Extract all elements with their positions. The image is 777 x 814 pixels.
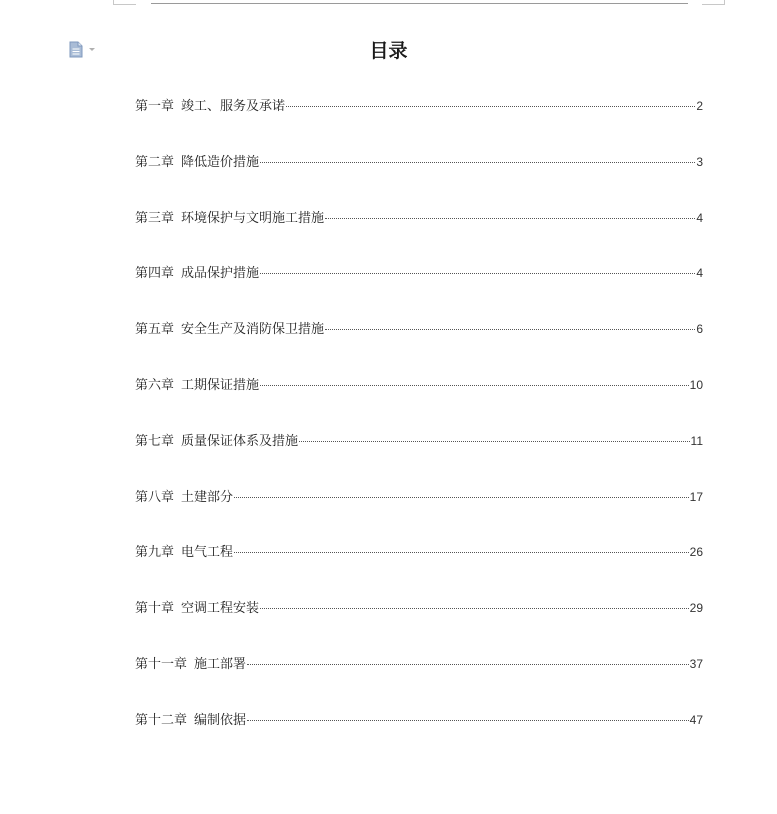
toc-dot-leader <box>260 608 689 609</box>
toc-entry[interactable] <box>135 706 703 762</box>
toc-chapter-title: 施工部署 <box>194 656 247 672</box>
toc-page-number: 29 <box>689 601 703 616</box>
toc-entry[interactable] <box>135 259 703 315</box>
toc-chapter-title: 空调工程安装 <box>181 601 260 617</box>
toc-entry[interactable] <box>135 650 703 706</box>
toc-page-number: 2 <box>696 99 703 113</box>
toc-chapter-number: 第六章 <box>135 377 175 393</box>
toc-chapter-title: 竣工、服务及承诺 <box>181 99 286 114</box>
toc-page-number: 10 <box>689 377 703 392</box>
toc-dot-leader <box>260 273 695 274</box>
toc-chapter-number: 第四章 <box>135 266 175 282</box>
toc-entry[interactable] <box>135 371 703 427</box>
toc-chapter-number: 第五章 <box>135 322 175 338</box>
toc-page-number: 47 <box>689 712 703 727</box>
toc-page-number: 11 <box>690 433 703 448</box>
toc-chapter-number: 第三章 <box>135 210 175 226</box>
toc-chapter-number: 第九章 <box>135 545 175 561</box>
toc-dot-leader <box>247 664 689 665</box>
toc-page-number: 4 <box>696 210 703 225</box>
toc-entry[interactable] <box>135 538 703 594</box>
toc-chapter-number: 第十章 <box>135 601 175 617</box>
toc-dot-leader <box>286 106 695 107</box>
toc-dot-leader <box>325 218 695 219</box>
toc-chapter-title: 成品保护措施 <box>181 266 260 282</box>
toc-chapter-title: 降低造价措施 <box>181 154 260 170</box>
toc-chapter-title: 电气工程 <box>181 545 234 561</box>
toc-entry[interactable] <box>135 92 703 148</box>
toc-entry[interactable] <box>135 204 703 260</box>
toc-dot-leader <box>234 552 689 553</box>
toc-chapter-title: 土建部分 <box>181 489 234 505</box>
toc-chapter-title: 环境保护与文明施工措施 <box>181 210 325 226</box>
toc-dot-leader <box>299 441 690 442</box>
toc-dot-leader <box>247 720 689 721</box>
toc-entry[interactable] <box>135 315 703 371</box>
toc-chapter-title: 安全生产及消防保卫措施 <box>181 322 325 338</box>
toc-chapter-title: 工期保证措施 <box>181 377 260 393</box>
toc-entry[interactable] <box>135 427 703 483</box>
toc-page-number: 6 <box>696 322 703 337</box>
page-title: 目录 <box>369 40 408 62</box>
toc-dot-leader <box>260 385 689 386</box>
toc-page-number: 4 <box>696 266 703 281</box>
toc-page-number: 3 <box>696 154 703 169</box>
toc-page-number: 26 <box>689 545 703 560</box>
toc-chapter-number: 第十二章 <box>135 712 188 728</box>
toc-chapter-title: 质量保证体系及措施 <box>181 433 299 449</box>
toc-page-number: 37 <box>689 656 703 671</box>
table-of-contents <box>135 92 703 762</box>
page-corner-mark-right <box>702 0 725 5</box>
toc-chapter-number: 第十一章 <box>135 656 188 672</box>
toc-entry[interactable] <box>135 483 703 539</box>
toc-dot-leader <box>234 497 689 498</box>
toc-chapter-number: 第七章 <box>135 433 175 449</box>
page-corner-mark-left <box>113 0 136 5</box>
toc-page-number: 17 <box>689 489 703 504</box>
toc-entry[interactable] <box>135 594 703 650</box>
toc-chapter-title: 编制依据 <box>194 712 247 728</box>
toc-chapter-number: 第八章 <box>135 489 175 505</box>
toc-dot-leader <box>260 162 695 163</box>
toc-dot-leader <box>325 329 695 330</box>
toc-chapter-number: 第一章 <box>135 99 175 114</box>
toc-entry[interactable] <box>135 148 703 204</box>
page-top-edge <box>151 3 688 4</box>
toc-chapter-number: 第二章 <box>135 154 175 170</box>
